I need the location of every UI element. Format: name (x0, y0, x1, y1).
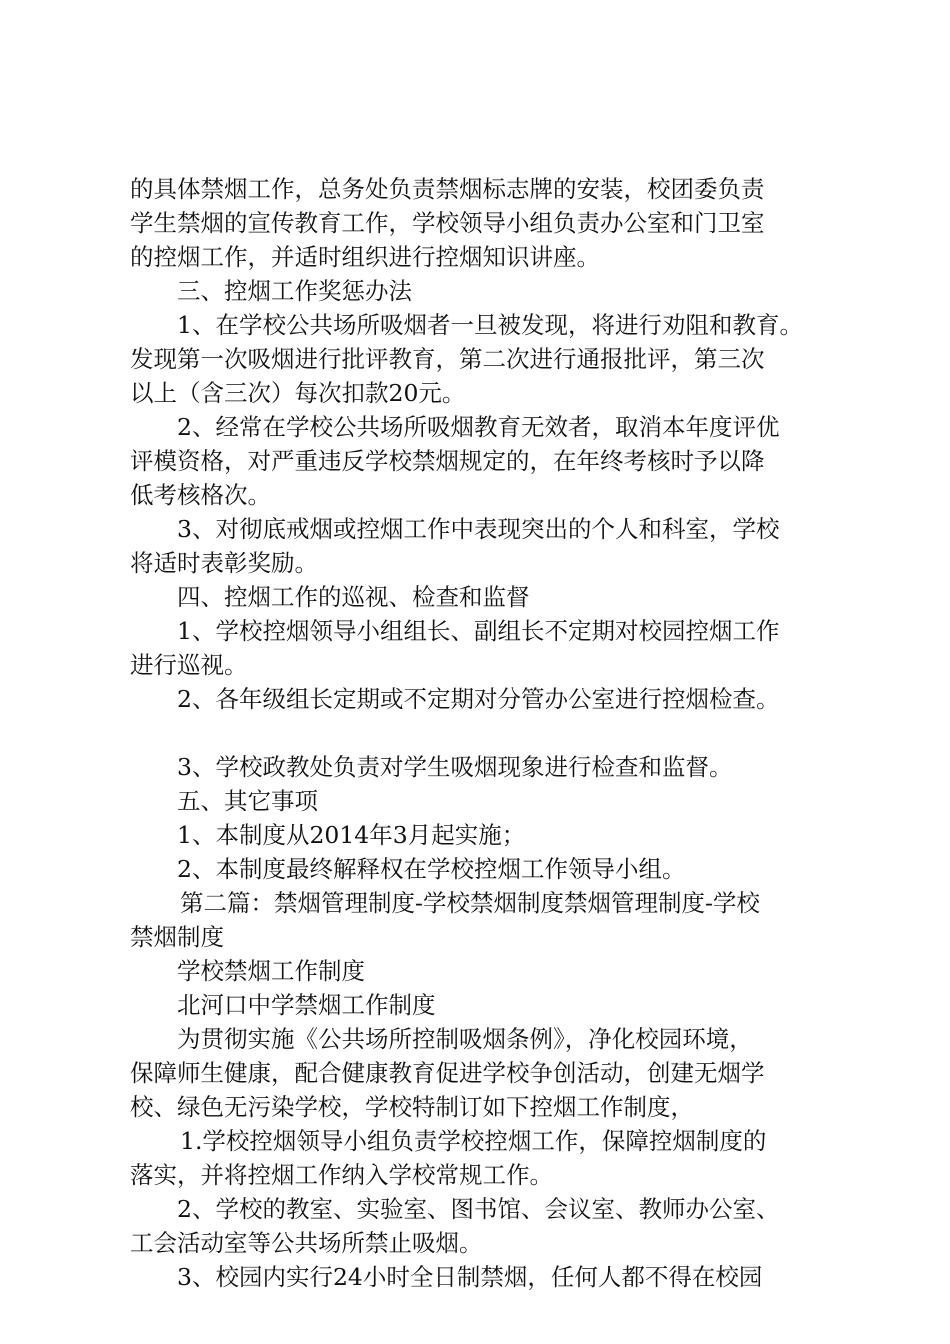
paragraph-line: 发现第一次吸烟进行批评教育，第二次进行通报批评，第三次 (130, 345, 765, 373)
paragraph-line: 的控烟工作，并适时组织进行控烟知识讲座。 (130, 243, 600, 271)
paragraph-line: 3、学校政教处负责对学生吸烟现象进行检查和监督。 (177, 753, 733, 781)
paragraph-line: 将适时表彰奖励。 (130, 549, 318, 577)
paragraph-line: 的具体禁烟工作，总务处负责禁烟标志牌的安装，校团委负责 (130, 175, 765, 203)
paragraph-line: 1、学校控烟领导小组组长、副组长不定期对校园控烟工作 (177, 617, 780, 645)
subtitle: 学校禁烟工作制度 (177, 957, 365, 985)
paragraph-line: 1、在学校公共场所吸烟者一旦被发现，将进行劝阻和教育。 (177, 311, 803, 339)
paragraph-line: 2、经常在学校公共场所吸烟教育无效者，取消本年度评优 (177, 413, 780, 441)
paragraph-line: 落实，并将控烟工作纳入学校常规工作。 (130, 1161, 553, 1189)
section-heading: 五、其它事项 (177, 787, 318, 815)
section-heading: 四、控烟工作的巡视、检查和监督 (177, 583, 530, 611)
paragraph-line: 以上（含三次）每次扣款20元。 (130, 379, 466, 407)
paragraph-line: 评模资格，对严重违反学校禁烟规定的，在年终考核时予以降 (130, 447, 765, 475)
paragraph-line: 2、各年级组长定期或不定期对分管办公室进行控烟检查。 (177, 685, 780, 713)
paragraph-line: 2、本制度最终解释权在学校控烟工作领导小组。 (177, 855, 686, 883)
subtitle: 北河口中学禁烟工作制度 (177, 991, 436, 1019)
chapter-title: 禁烟制度 (130, 923, 224, 951)
paragraph-line: 学生禁烟的宣传教育工作，学校领导小组负责办公室和门卫室 (130, 209, 765, 237)
paragraph-line: 1.学校控烟领导小组负责学校控烟工作，保障控烟制度的 (180, 1127, 767, 1155)
paragraph-line: 为贯彻实施《公共场所控制吸烟条例》，净化校园环境， (177, 1025, 753, 1053)
section-heading: 三、控烟工作奖惩办法 (177, 277, 412, 305)
paragraph-line: 1、本制度从2014年3月起实施； (177, 821, 526, 849)
paragraph-line: 低考核格次。 (130, 481, 271, 509)
blank-line (130, 716, 840, 750)
document-body (130, 172, 840, 1294)
paragraph-line: 3、对彻底戒烟或控烟工作中表现突出的个人和科室，学校 (177, 515, 780, 543)
paragraph-line: 3、校园内实行24小时全日制禁烟，任何人都不得在校园 (177, 1263, 763, 1291)
paragraph-line: 保障师生健康，配合健康教育促进学校争创活动，创建无烟学 (130, 1059, 765, 1087)
paragraph-line: 进行巡视。 (130, 651, 248, 679)
paragraph-line: 2、学校的教室、实验室、图书馆、会议室、教师办公室、 (177, 1195, 780, 1223)
chapter-title: 第二篇：禁烟管理制度-学校禁烟制度禁烟管理制度-学校 (180, 889, 760, 917)
paragraph-line: 校、绿色无污染学校，学校特制订如下控烟工作制度， (130, 1093, 694, 1121)
paragraph-line: 工会活动室等公共场所禁止吸烟。 (130, 1229, 483, 1257)
